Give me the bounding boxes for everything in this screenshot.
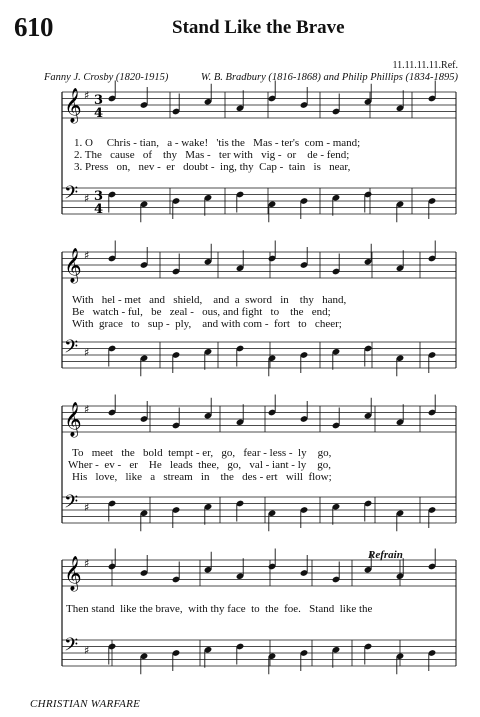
bass-clef: 𝄢 [64,337,79,362]
bass-clef: 𝄢 [64,183,79,208]
lyric-line: Wher - ev - er He leads thee, go, val - iant - ly go, [68,459,331,471]
time-signature-bottom: 4 [94,106,104,121]
lyric-line: Be watch - ful, be zeal - ous, and fight to the end; [72,306,331,318]
time-signature-top: 3 [94,189,104,204]
treble-clef: 𝄞 [64,248,82,283]
key-signature-sharp: ♯ [84,249,90,262]
time-signature-top: 3 [94,93,104,108]
lyric-line: With grace to sup - ply, and with com - fort to cheer; [72,318,342,330]
composer-credit: W. B. Bradbury (1816-1868) and Philip Phillips (1834-1895) [200,72,458,83]
lyric-line: Then stand like the brave, with thy face to the foe. Stand like the [66,603,373,615]
lyric-line: To meet the bold tempt - er, go, fear - less - ly go, [72,447,332,459]
hymn-number: 610 [14,12,53,42]
hymn-title: Stand Like the Brave [172,17,345,38]
lyric-line: With hel - met and shield, and a sword in thy hand, [72,294,347,306]
lyric-line: 3. Press on, nev - er doubt - ing, thy Cap - tain is near, [74,161,351,173]
treble-clef: 𝄞 [64,556,82,591]
key-signature-sharp: ♯ [84,192,90,205]
category-label: CHRISTIAN WARFARE [30,698,141,710]
lyric-line: 2. The cause of thy Mas - ter with vig - or de - fend; [74,149,350,161]
key-signature-sharp: ♯ [84,557,90,570]
key-signature-sharp: ♯ [84,346,90,359]
time-signature-bottom: 4 [94,202,104,217]
treble-clef: 𝄞 [64,402,82,437]
author-credit: Fanny J. Crosby (1820-1915) [44,72,169,83]
key-signature-sharp: ♯ [84,644,90,657]
key-signature-sharp: ♯ [84,89,90,102]
refrain-label: Refrain [368,549,403,561]
bass-clef: 𝄢 [64,635,79,660]
treble-clef: 𝄞 [64,88,82,123]
key-signature-sharp: ♯ [84,501,90,514]
bass-clef: 𝄢 [64,492,79,517]
meter: 11.11.11.11.Ref. [392,60,458,71]
lyric-line: His love, like a stream in the des - ert will flow; [72,471,332,483]
lyric-line: 1. O Chris - tian, a - wake! 'tis the Mas - ter's com - mand; [74,137,361,149]
key-signature-sharp: ♯ [84,403,90,416]
